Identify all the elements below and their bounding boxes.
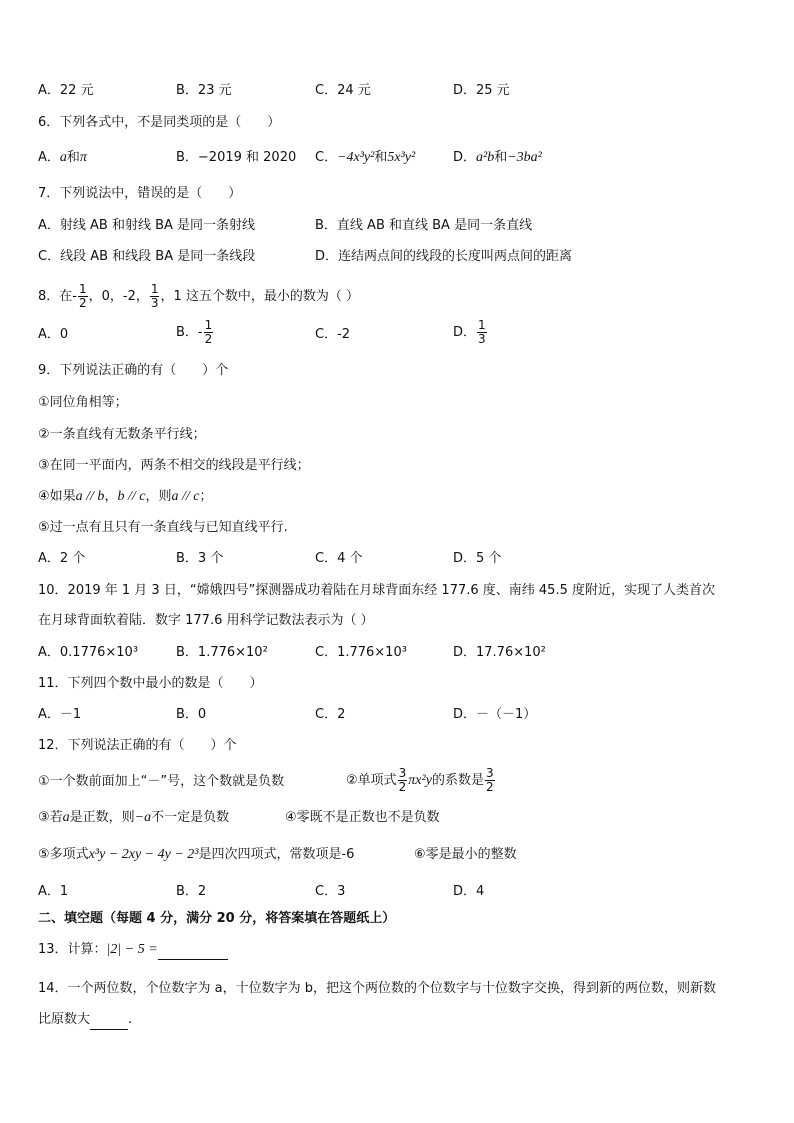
q12-s2-coef-fraction [485, 767, 495, 794]
q14-line2-end: . [128, 1012, 133, 1027]
q12-s3-math2: −a [134, 810, 152, 825]
q9-statement-4 [38, 487, 212, 507]
q12-statement-1: ①一个数前面加上“－”号，这个数就是负数 [38, 774, 285, 789]
q9-statement-5: ⑤过一点有且只有一条直线与已知直线平行. [38, 520, 288, 535]
q9-s4-end: ； [199, 489, 213, 504]
q5-option-b: B．23 元 [176, 83, 232, 98]
q12-stem: 12．下列说法正确的有（ ）个 [38, 738, 237, 753]
q8-option-b [176, 318, 214, 348]
q6-c-and: 和 [374, 150, 388, 165]
q5-option-a: A．22 元 [38, 83, 94, 98]
q10-option-c: C．1.776×10³ [315, 645, 407, 660]
q12-statement-6: ⑥零是最小的整数 [414, 847, 517, 862]
q8-mid: ，0，-2， [88, 289, 149, 304]
q9-option-d: D．5 个 [453, 551, 502, 566]
q8-b-den: 2 [204, 332, 213, 346]
q8-b-label: B．- [176, 325, 203, 340]
q12-s3-pre: ③若 [38, 810, 63, 825]
q11-stem: 11．下列四个数中最小的数是（ ） [38, 676, 263, 691]
q6-a-and: 和 [66, 150, 80, 165]
q10-option-d: D．17.76×10² [453, 645, 546, 660]
q7-option-c: C．线段 AB 和线段 BA 是同一条线段 [38, 249, 256, 264]
q9-s4-math2: b // c [117, 489, 146, 504]
q12-statement-3 [38, 808, 229, 828]
q9-s4-comma1: ， [104, 489, 118, 504]
q9-statement-1: ①同位角相等； [38, 395, 128, 410]
q6-d-and: 和 [494, 150, 508, 165]
q12-option-a: A．1 [38, 884, 69, 899]
q12-s2-mid: 的系数是 [431, 773, 484, 788]
q12-statement-4: ④零既不是正数也不是负数 [285, 810, 440, 825]
q13 [38, 940, 228, 960]
q6-option-a [38, 148, 87, 168]
q8-f2-den: 3 [150, 296, 159, 310]
q6-option-d [453, 148, 542, 168]
q8-option-c: C．-2 [315, 327, 351, 342]
q6-a-term1: a [59, 150, 67, 165]
q6-a-label: A． [38, 150, 60, 165]
q8-d-label: D． [453, 325, 477, 340]
q6-d-term2: −3ba² [507, 150, 542, 165]
q13-answer-blank [158, 945, 228, 960]
q7-option-d: D．连结两点间的线段的长度叫两点间的距离 [315, 249, 573, 264]
q6-c-term2: 5x³y² [387, 150, 416, 165]
q14-stem-line2 [38, 1010, 132, 1030]
q7-option-b: B．直线 AB 和直线 BA 是同一条直线 [315, 218, 533, 233]
q12-option-b: B．2 [176, 884, 207, 899]
q8-f2-num: 1 [150, 282, 159, 296]
q8-option-a: A．0 [38, 327, 69, 342]
q12-option-d: D．4 [453, 884, 485, 899]
q6-c-term1: −4x³y² [337, 150, 375, 165]
q6-stem: 6．下列各式中，不是同类项的是（ ） [38, 115, 281, 130]
q6-option-c [315, 148, 415, 168]
q6-option-b: B．−2019 和 2020 [176, 150, 297, 165]
q6-c-label: C． [315, 150, 338, 165]
q8-b-fraction [204, 319, 214, 346]
q8-fraction-2 [150, 283, 160, 310]
q8-prefix: 8．在- [38, 289, 77, 304]
q9-option-a: A．2 个 [38, 551, 86, 566]
q8-fraction-1 [78, 283, 88, 310]
q12-s2-num: 3 [398, 766, 407, 780]
q5-option-c: C．24 元 [315, 83, 371, 98]
q13-pre: 13．计算： [38, 942, 107, 957]
q6-d-label: D． [453, 150, 477, 165]
q12-s5-math: x³y − 2xy − 4y − 2³ [88, 847, 199, 862]
q5-option-d: D．25 元 [453, 83, 510, 98]
q12-s2-den: 2 [398, 780, 407, 794]
q9-s4-math1: a // b [75, 489, 105, 504]
q12-s2-var: πx²y [408, 773, 432, 788]
q14-line2-pre: 比原数大 [38, 1012, 91, 1027]
q14-stem-line1: 14．一个两位数，个位数字为 a，十位数字为 b，把这个两位数的个位数字与十位数字交换，得到新的两位数，则新数 [38, 981, 717, 996]
q11-option-a: A．－1 [38, 707, 82, 722]
q12-statement-5 [38, 845, 354, 865]
q9-stem: 9．下列说法正确的有（ ）个 [38, 363, 229, 378]
q8-d-fraction [477, 319, 487, 346]
q11-option-c: C．2 [315, 707, 346, 722]
q8-f1-den: 2 [78, 296, 87, 310]
q7-stem: 7．下列说法中，错误的是（ ） [38, 186, 242, 201]
q11-option-d: D．－（－1） [453, 707, 537, 722]
section-2-heading: 二、填空题（每题 4 分，满分 20 分，将答案填在答题纸上） [38, 911, 396, 926]
q10-stem-line2: 在月球背面软着陆．数字 177.6 用科学记数法表示为（ ） [38, 613, 374, 628]
q12-s2-cnum: 3 [485, 766, 494, 780]
q12-s2-fraction [398, 767, 408, 794]
q12-s3-math: a [62, 810, 70, 825]
q8-d-num: 1 [478, 318, 486, 332]
q12-option-c: C．3 [315, 884, 346, 899]
q9-s4-then: ，则 [145, 489, 172, 504]
q8-stem [38, 282, 359, 312]
q8-f1-num: 1 [78, 282, 87, 296]
q12-s2-cden: 2 [485, 780, 494, 794]
q8-option-d [453, 318, 488, 348]
q10-option-a: A．0.1776×10³ [38, 645, 139, 660]
q8-b-num: 1 [204, 318, 213, 332]
q9-option-b: B．3 个 [176, 551, 224, 566]
q11-option-b: B．0 [176, 707, 207, 722]
q8-d-den: 3 [478, 332, 486, 346]
q8-suffix: ，1 这五个数中，最小的数为（ ） [160, 289, 360, 304]
q7-option-a: A．射线 AB 和射线 BA 是同一条射线 [38, 218, 256, 233]
q12-s5-end: 是四次四项式，常数项是-6 [198, 847, 355, 862]
q9-statement-3: ③在同一平面内，两条不相交的线段是平行线； [38, 458, 310, 473]
q9-statement-2: ②一条直线有无数条平行线； [38, 427, 206, 442]
q12-s3-end: 不一定是负数 [151, 810, 230, 825]
q14-answer-blank [90, 1015, 128, 1030]
q9-s4-math3: a // c [171, 489, 200, 504]
q10-stem-line1: 10．2019 年 1 月 3 日，“嫦娥四号”探测器成功着陆在月球背面东经 177.6 度、南纬 45.5 度附近，实现了人类首次 [38, 583, 715, 598]
q6-a-term2: π [79, 150, 87, 165]
q10-option-b: B．1.776×10² [176, 645, 268, 660]
q6-d-term1: a²b [476, 150, 495, 165]
q9-option-c: C．4 个 [315, 551, 363, 566]
q12-s3-mid: 是正数，则 [69, 810, 135, 825]
q9-s4-pre: ④如果 [38, 489, 76, 504]
q12-statement-2 [346, 766, 496, 796]
q12-s5-pre: ⑤多项式 [38, 847, 89, 862]
q13-expr: |2| − 5 = [106, 942, 158, 957]
q12-s2-pre: ②单项式 [346, 773, 397, 788]
